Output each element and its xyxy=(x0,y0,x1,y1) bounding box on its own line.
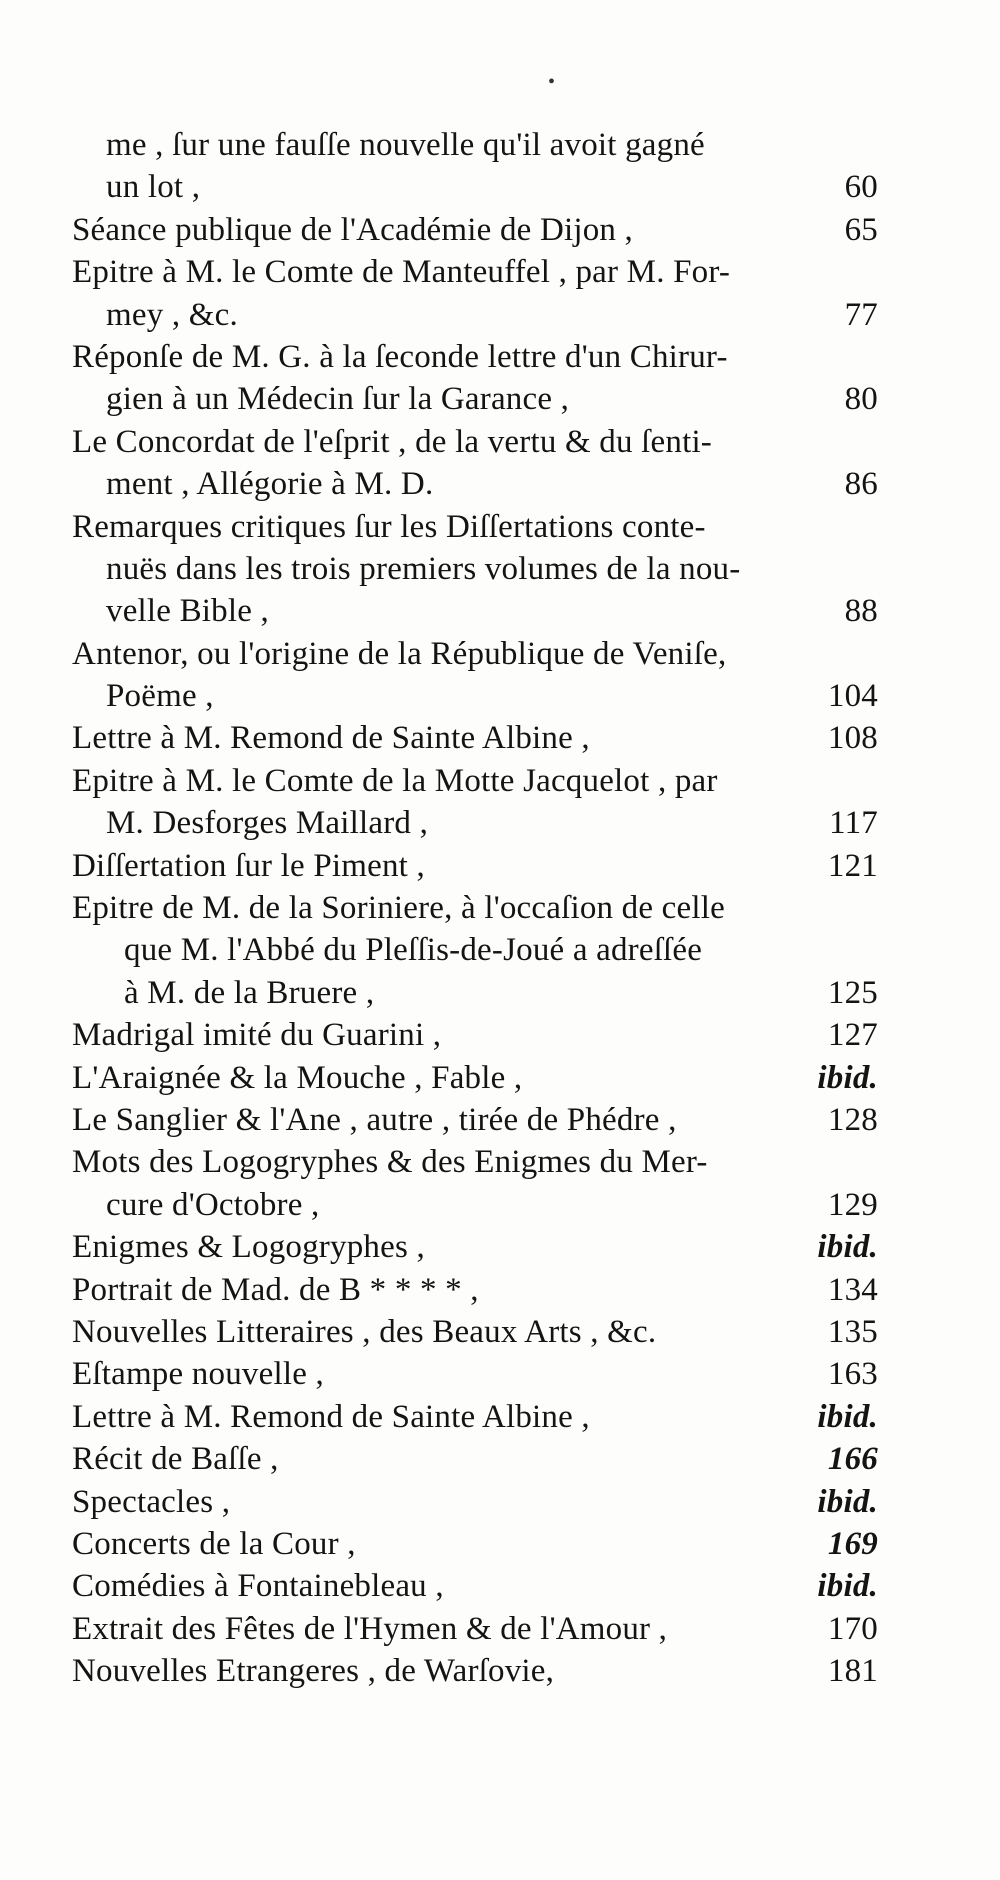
toc-entry-text: Enigmes & Logogryphes , xyxy=(72,1229,425,1266)
toc-entry-text: Diſſertation ſur le Piment , xyxy=(72,847,425,884)
toc-entry-text: nuës dans les trois premiers volumes de la nou- xyxy=(106,550,741,587)
toc-page-number: ibid. xyxy=(817,1059,878,1096)
toc-page-number: ibid. xyxy=(817,1398,878,1435)
toc-entry-text: Le Concordat de l'eſprit , de la vertu & du ſenti- xyxy=(72,423,712,460)
toc-entry-continuation xyxy=(72,463,880,505)
toc-entry-text: Epitre à M. le Comte de la Motte Jacquelot , par xyxy=(72,762,718,799)
toc-page-number: 77 xyxy=(844,296,878,333)
toc-entry-text: Réponſe de M. G. à la ſeconde lettre d'un Chirur- xyxy=(72,338,728,375)
toc-entry-text: Extrait des Fêtes de l'Hymen & de l'Amour , xyxy=(72,1610,668,1647)
toc-entry xyxy=(72,124,880,209)
toc-entry-text: Epitre à M. le Comte de Manteuffel , par M. For- xyxy=(72,254,731,291)
toc-entry xyxy=(72,1438,880,1480)
toc-entry-continuation xyxy=(72,675,880,717)
toc-page-number: 128 xyxy=(827,1101,878,1138)
toc-entry xyxy=(72,717,880,759)
toc-entry-continuation xyxy=(72,294,880,336)
toc-entry-text: Remarques critiques ſur les Diſſertations conte- xyxy=(72,508,706,545)
toc-entry-line xyxy=(72,845,880,887)
table-of-contents xyxy=(72,124,880,1692)
toc-entry-line xyxy=(72,1141,880,1183)
toc-page-number: 125 xyxy=(827,974,878,1011)
toc-entry-continuation xyxy=(72,802,880,844)
toc-page-number: 134 xyxy=(827,1271,878,1308)
toc-page-number: 127 xyxy=(827,1017,878,1054)
toc-entry-line xyxy=(72,1099,880,1141)
toc-entry-text: Lettre à M. Remond de Sainte Albine , xyxy=(72,720,590,757)
toc-entry-text: à M. de la Bruere , xyxy=(124,974,375,1011)
toc-entry-line xyxy=(72,1396,880,1438)
toc-page-number: 129 xyxy=(827,1186,878,1223)
toc-entry xyxy=(72,1311,880,1353)
toc-entry-line xyxy=(72,1481,880,1523)
toc-entry-line xyxy=(72,336,880,378)
toc-page-number: 60 xyxy=(844,169,878,206)
toc-entry-text: Nouvelles Litteraires , des Beaux Arts , &c. xyxy=(72,1313,657,1350)
toc-entry-text: Séance publique de l'Académie de Dijon , xyxy=(72,211,634,248)
toc-entry-text: Lettre à M. Remond de Sainte Albine , xyxy=(72,1398,590,1435)
toc-entry xyxy=(72,1014,880,1056)
toc-entry xyxy=(72,633,880,718)
toc-page-number: ibid. xyxy=(817,1483,878,1520)
toc-entry-text: Comédies à Fontainebleau , xyxy=(72,1568,444,1605)
toc-entry-text: que M. l'Abbé du Pleſſis-de-Joué a adreſſée xyxy=(124,932,703,969)
toc-entry-text: Le Sanglier & l'Ane , autre , tirée de Phédre , xyxy=(72,1101,677,1138)
toc-entry xyxy=(72,421,880,506)
toc-entry-line xyxy=(72,1353,880,1395)
toc-page-number: 117 xyxy=(829,805,878,842)
toc-entry-text: Antenor, ou l'origine de la République de Veniſe, xyxy=(72,635,727,672)
toc-entry-line xyxy=(72,251,880,293)
toc-entry-text: Poëme , xyxy=(106,678,214,715)
toc-entry-line xyxy=(72,506,880,548)
toc-entry xyxy=(72,1565,880,1607)
toc-entry-text: ment , Allégorie à M. D. xyxy=(106,466,434,503)
toc-entry-text: Mots des Logogryphes & des Enigmes du Mer- xyxy=(72,1144,708,1181)
toc-entry-line xyxy=(72,1226,880,1268)
toc-entry-line xyxy=(72,1269,880,1311)
toc-page-number: 169 xyxy=(827,1525,878,1562)
toc-entry-text: me , ſur une fauſſe nouvelle qu'il avoit gagné xyxy=(106,127,705,163)
toc-page-number: 86 xyxy=(844,466,878,503)
toc-entry xyxy=(72,251,880,336)
toc-page-number: 108 xyxy=(827,720,878,757)
toc-entry-text: mey , &c. xyxy=(106,296,238,333)
toc-entry-continuation xyxy=(72,548,880,590)
toc-page-number: 88 xyxy=(844,593,878,630)
toc-entry-text: Eſtampe nouvelle , xyxy=(72,1356,324,1393)
toc-entry-line xyxy=(72,1057,880,1099)
toc-entry xyxy=(72,845,880,887)
toc-entry-line xyxy=(72,421,880,463)
toc-entry xyxy=(72,1057,880,1099)
toc-entry-line xyxy=(72,209,880,251)
toc-entry-line xyxy=(72,1311,880,1353)
toc-entry-line xyxy=(72,1014,880,1056)
toc-entry xyxy=(72,1099,880,1141)
toc-page-number: ibid. xyxy=(817,1568,878,1605)
toc-page-number: 135 xyxy=(827,1313,878,1350)
toc-entry-line xyxy=(72,887,880,929)
toc-entry xyxy=(72,1353,880,1395)
toc-entry-text: Spectacles , xyxy=(72,1483,231,1520)
toc-page-number: 80 xyxy=(844,381,878,418)
toc-entry-text: Récit de Baſſe , xyxy=(72,1441,279,1478)
toc-entry xyxy=(72,1269,880,1311)
toc-entry xyxy=(72,760,880,845)
toc-entry-text: gien à un Médecin ſur la Garance , xyxy=(106,381,570,418)
toc-entry-text: Nouvelles Etrangeres , de Warſovie, xyxy=(72,1653,555,1690)
toc-entry-continuation xyxy=(72,166,880,208)
toc-entry xyxy=(72,1481,880,1523)
toc-entry-continuation xyxy=(72,929,880,971)
toc-entry-text: Madrigal imité du Guarini , xyxy=(72,1017,442,1054)
toc-entry xyxy=(72,336,880,421)
toc-entry-text: cure d'Octobre , xyxy=(106,1186,320,1223)
toc-entry-line xyxy=(72,760,880,802)
toc-entry xyxy=(72,209,880,251)
page-mark: • xyxy=(548,71,556,93)
toc-entry xyxy=(72,1650,880,1692)
toc-entry-text: velle Bible , xyxy=(106,593,269,630)
toc-entry xyxy=(72,1396,880,1438)
toc-page-number: ibid. xyxy=(817,1229,878,1266)
toc-entry-text: L'Araignée & la Mouche , Fable , xyxy=(72,1059,523,1096)
toc-entry-line xyxy=(72,1565,880,1607)
toc-entry-line xyxy=(72,1650,880,1692)
toc-entry xyxy=(72,1226,880,1268)
toc-entry-text: M. Desforges Maillard , xyxy=(106,805,429,842)
toc-page-number: 104 xyxy=(827,678,878,715)
toc-entry-continuation xyxy=(72,590,880,632)
toc-entry-text: Concerts de la Cour , xyxy=(72,1525,356,1562)
toc-entry xyxy=(72,887,880,1014)
toc-entry-line xyxy=(72,717,880,759)
toc-entry-line xyxy=(72,633,880,675)
toc-entry-continuation xyxy=(72,1184,880,1226)
toc-page-number: 163 xyxy=(827,1356,878,1393)
toc-entry-text: Portrait de Mad. de B * * * * , xyxy=(72,1271,479,1308)
toc-entry-line xyxy=(72,1523,880,1565)
toc-entry xyxy=(72,1608,880,1650)
toc-entry-line xyxy=(72,1438,880,1480)
toc-entry xyxy=(72,1141,880,1226)
toc-entry xyxy=(72,506,880,633)
toc-page-number: 170 xyxy=(827,1610,878,1647)
toc-page-number: 121 xyxy=(827,847,878,884)
toc-page-number: 166 xyxy=(827,1441,878,1478)
toc-entry-text: un lot , xyxy=(106,169,201,206)
toc-entry-line xyxy=(72,1608,880,1650)
toc-entry-line xyxy=(72,124,880,166)
toc-entry-text: Epitre de M. de la Soriniere, à l'occaſion de celle xyxy=(72,890,725,927)
toc-entry xyxy=(72,1523,880,1565)
toc-entry-continuation xyxy=(72,378,880,420)
toc-page-number: 181 xyxy=(827,1653,878,1690)
toc-entry-continuation xyxy=(72,972,880,1014)
toc-page-number: 65 xyxy=(844,211,878,248)
